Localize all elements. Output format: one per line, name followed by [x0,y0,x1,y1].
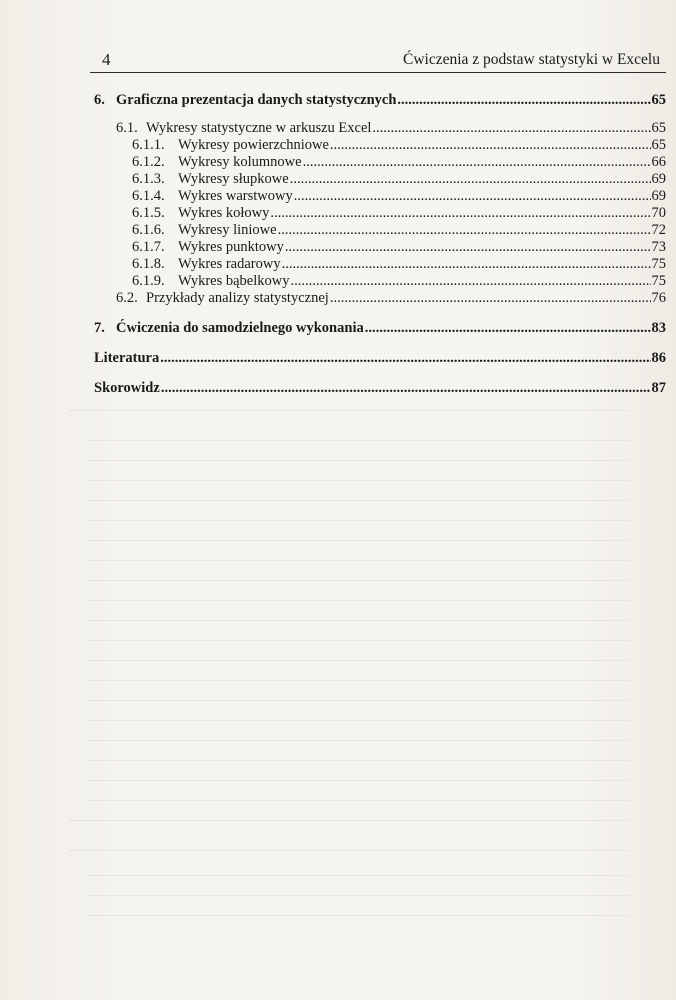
toc-entry-title: Literatura [94,350,160,366]
dot-leader [285,238,651,256]
toc-entry-title: Wykres punktowy [178,239,284,255]
toc-entry [94,119,666,137]
toc-entry-number: 6. [94,92,105,108]
toc-entry-page: 76 [651,290,666,306]
toc-entry-number: 6.2. [116,290,138,306]
toc-entry [94,221,666,239]
dot-leader [294,187,651,205]
dot-leader [160,349,650,367]
toc-entry [94,238,666,256]
dot-leader [161,379,651,397]
running-title: Ćwiczenia z podstaw statystyki w Excelu [403,51,660,68]
toc-entry-title: Ćwiczenia do samodzielnego wykonania [116,320,364,336]
toc-entry-title: Wykres warstwowy [178,188,293,204]
toc-entry-page: 69 [651,171,666,187]
toc-entry-page: 70 [651,205,666,221]
toc-entry-number: 6.1.9. [132,273,165,289]
dot-leader [330,136,651,154]
toc-entry [94,153,666,171]
toc-entry-title: Wykresy liniowe [178,222,277,238]
toc-entry-page: 75 [651,273,666,289]
toc-entry [94,136,666,154]
toc-entry-title: Przykłady analizy statystycznej [146,290,329,306]
page-header [90,48,666,73]
dot-leader [330,289,651,307]
toc-entry-title: Wykresy słupkowe [178,171,289,187]
toc-entry [94,272,666,290]
dot-leader [290,170,651,188]
toc-entry-number: 7. [94,320,105,336]
dot-leader [282,255,651,273]
toc-entry [94,289,666,307]
toc-entry-page: 73 [651,239,666,255]
toc-entry-number: 6.1.1. [132,137,165,153]
toc-entry-title: Wykresy kolumnowe [178,154,302,170]
toc-entry-page: 65 [651,120,666,136]
toc-entry [94,204,666,222]
toc-entry-page: 83 [651,320,666,336]
toc-entry-number: 6.1.2. [132,154,165,170]
dot-leader [365,319,651,337]
toc-entry [94,170,666,188]
toc-entry-number: 6.1.3. [132,171,165,187]
toc-entry-page: 87 [651,380,666,396]
toc-entry-page: 65 [651,92,666,108]
toc-entry-number: 6.1. [116,120,138,136]
dot-leader [397,91,650,109]
toc-entry-title: Graficzna prezentacja danych statystycznych [116,92,397,108]
toc-entry-title: Wykres radarowy [178,256,281,272]
dot-leader [290,272,650,290]
toc-entry-title: Skorowidz [94,380,160,396]
toc-entry-title: Wykresy statystyczne w arkuszu Excel [146,120,372,136]
toc-entry-title: Wykresy powierzchniowe [178,137,329,153]
dot-leader [303,153,651,171]
toc-entry-number: 6.1.8. [132,256,165,272]
toc-entry [94,255,666,273]
toc-entry [94,379,666,397]
toc-entry-page: 75 [651,256,666,272]
toc-entry-number: 6.1.4. [132,188,165,204]
toc-entry [94,349,666,367]
page-number: 4 [102,50,111,69]
toc-entry-page: 72 [651,222,666,238]
toc-entry [94,187,666,205]
dot-leader [372,119,650,137]
toc-entry-number: 6.1.7. [132,239,165,255]
toc-entry-number: 6.1.6. [132,222,165,238]
toc-entry-number: 6.1.5. [132,205,165,221]
toc-entry-page: 65 [651,137,666,153]
toc-entry-title: Wykres bąbelkowy [178,273,290,289]
toc-entry [94,91,666,109]
toc-entry [94,319,666,337]
toc-entry-page: 69 [651,188,666,204]
toc-entry-page: 86 [651,350,666,366]
dot-leader [270,204,650,222]
toc-entry-title: Wykres kołowy [178,205,270,221]
dot-leader [278,221,651,239]
toc-entry-page: 66 [651,154,666,170]
